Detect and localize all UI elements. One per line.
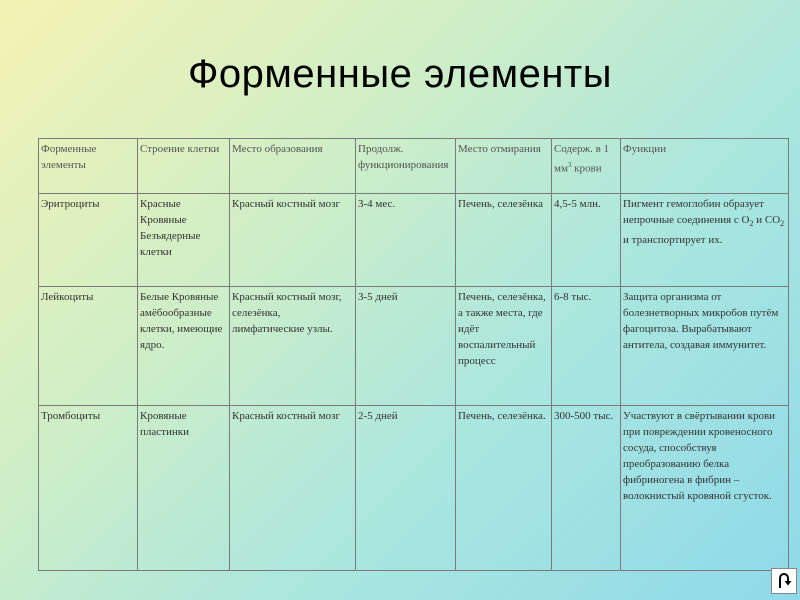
header-cell: Функции (621, 139, 789, 194)
table-header-row (39, 139, 789, 194)
table-cell: Белые Кровяные амёбообразные клетки, имеющие ядро. (138, 287, 230, 406)
table-row (39, 406, 789, 571)
table-cell: 4,5-5 млн. (552, 194, 621, 287)
header-cell: Место отмирания (456, 139, 552, 194)
header-cell: Строение клетки (138, 139, 230, 194)
return-button[interactable] (771, 568, 797, 594)
table-cell: Красные Кровяные Безъядерные клетки (138, 194, 230, 287)
table-cell: 3-5 дней (356, 287, 456, 406)
table-cell: Пигмент гемоглобин образует непрочные соединения с $O_2$ и $CO_2$ и транспортирует их. (621, 194, 789, 287)
header-cell: Место образования (230, 139, 356, 194)
table-cell: Красный костный мозг (230, 406, 356, 571)
header-cell: Содерж. в 1 $мм^3$ крови (552, 139, 621, 194)
table-cell: Тромбоциты (39, 406, 138, 571)
table-row (39, 194, 789, 287)
table-cell: Участвуют в свёртывании крови при повреждении кровеносного сосуда, способствуя преобразованию белка фибриногена в фибрин – волокнистый кровяной сгусток. (621, 406, 789, 571)
table-cell: 300-500 тыс. (552, 406, 621, 571)
table-cell: Печень, селезёнка, а также места, где идёт воспалительный процесс (456, 287, 552, 406)
slide-title: Форменные элементы (188, 52, 612, 96)
table-row (39, 287, 789, 406)
table-cell: Лейкоциты (39, 287, 138, 406)
table-cell: 3-4 мес. (356, 194, 456, 287)
table-cell: 2-5 дней (356, 406, 456, 571)
table-cell: Красный костный мозг (230, 194, 356, 287)
table-cell: 6-8 тыс. (552, 287, 621, 406)
return-arrow-icon (774, 571, 794, 591)
header-cell: Форменные элементы (39, 139, 138, 194)
table-cell: Красный костный мозг, селезёнка, лимфатические узлы. (230, 287, 356, 406)
table-cell: Кровяные пластинки (138, 406, 230, 571)
blood-cells-table (38, 138, 789, 571)
table-cell: Защита организма от болезнетворных микробов путём фагоцитоза. Вырабатывают антитела, создавая иммунитет. (621, 287, 789, 406)
table-cell: Эритроциты (39, 194, 138, 287)
header-cell: Продолж. функционирования (356, 139, 456, 194)
table-cell: Печень, селезёнка (456, 194, 552, 287)
table-cell: Печень, селезёнка. (456, 406, 552, 571)
